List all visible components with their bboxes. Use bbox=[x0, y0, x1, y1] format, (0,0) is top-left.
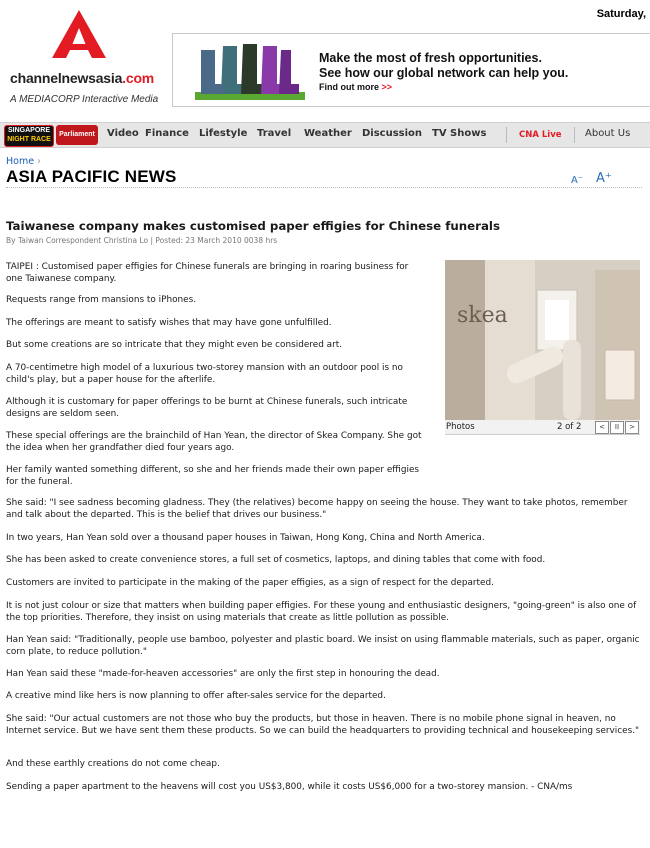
prev-photo-button[interactable]: < bbox=[595, 421, 609, 434]
article-paragraph: Her family wanted something different, so she and her friends made their own paper effigies for the funeral. bbox=[6, 465, 420, 487]
photos-label: Photos bbox=[446, 422, 475, 432]
logo-wordmark: channelnewsasia.com bbox=[10, 70, 155, 86]
nav-item-weather[interactable]: Weather bbox=[304, 128, 352, 139]
breadcrumb-arrow-icon: › bbox=[37, 156, 41, 167]
article-paragraph: And these earthly creations do not come cheap. bbox=[6, 759, 220, 769]
nav-item-cna-live[interactable]: CNA Live bbox=[519, 130, 562, 140]
breadcrumb bbox=[6, 156, 41, 167]
nav-item-finance[interactable]: Finance bbox=[145, 128, 189, 139]
article-paragraph: A 70-centimetre high model of a luxurious two-storey mansion with an outdoor pool is no child's play, but a paper house for the afterlife. bbox=[6, 363, 403, 385]
svg-text:skea: skea bbox=[457, 303, 508, 328]
nav-item-discussion[interactable]: Discussion bbox=[362, 128, 423, 139]
photo-controls bbox=[445, 420, 640, 435]
article-paragraph: She said: "I see sadness becoming gladness. They (the relatives) become happy on seeing the house. They want to take photos, remember and talk about the departed. This is the belief that drives our business." bbox=[6, 498, 628, 520]
article-photo[interactable] bbox=[445, 260, 640, 420]
nav-divider bbox=[506, 127, 507, 143]
article-paragraph: Han Yean said these "made-for-heaven accessories" are only the first step in honouring the dead. bbox=[6, 669, 440, 679]
nav-item-tv-shows[interactable]: TV Shows bbox=[432, 128, 487, 139]
article-paragraph: She has been asked to create convenience stores, a full set of cosmetics, laptops, and dining tables that come with food. bbox=[6, 555, 546, 565]
article-paragraph: She said: "Our actual customers are not those who buy the products, but those in heaven. There is no mobile phone signal in heaven, no Internet service. But we have sent them these products. So we can build the headquarters to providing technical and housekeeping services." bbox=[6, 714, 640, 736]
singapore-night-race-badge[interactable]: SINGAPORE NIGHT RACE bbox=[4, 125, 54, 147]
nav-item-lifestyle[interactable]: Lifestyle bbox=[199, 128, 248, 139]
article-paragraph: Although it is customary for paper offerings to be burnt at Chinese funerals, such intricate designs are seldom seen. bbox=[6, 397, 408, 419]
article-paragraph: Requests range from mansions to iPhones. bbox=[6, 295, 197, 305]
article-paragraph: These special offerings are the brainchild of Han Yean, the director of Skea Company. She got the idea when her grandfather died four years ago. bbox=[6, 431, 422, 453]
section-divider bbox=[6, 187, 642, 188]
logo-tagline: A MEDIACORP Interactive Media bbox=[10, 94, 159, 105]
section-title: ASIA PACIFIC NEWS bbox=[6, 167, 177, 186]
article-paragraph: It is not just colour or size that matters when building paper effigies. For these young and enthusiastic designers, "going-green" is also one of the top priorities. Therefore, they insist on using materials that create as little pollution as possible. bbox=[6, 601, 637, 623]
article-byline: By Taiwan Correspondent Christina Lo | Posted: 23 March 2010 0038 hrs bbox=[6, 236, 278, 245]
rain-boots-image bbox=[195, 40, 305, 100]
ad-headline-1: Make the most of fresh opportunities. bbox=[319, 51, 542, 65]
ad-headline-2: See how our global network can help you. bbox=[319, 66, 569, 80]
article-paragraph: But some creations are so intricate that they might even be considered art. bbox=[6, 340, 343, 350]
decrease-font-button[interactable]: A⁻ bbox=[571, 175, 584, 186]
next-photo-button[interactable]: > bbox=[625, 421, 639, 434]
parliament-badge[interactable]: Parliament bbox=[56, 125, 98, 145]
article-paragraph: In two years, Han Yean sold over a thousand paper houses in Taiwan, Hong Kong, China and North America. bbox=[6, 533, 485, 543]
photo-counter: 2 of 2 bbox=[557, 422, 582, 432]
logo-triangle-icon bbox=[52, 10, 106, 58]
breadcrumb-home-link[interactable]: Home bbox=[6, 156, 35, 167]
article-paragraph: A creative mind like hers is now planning to offer after-sales service for the departed. bbox=[6, 691, 386, 701]
article-paragraph: TAIPEI : Customised paper effigies for Chinese funerals are bringing in roaring business for one Taiwanese company. bbox=[6, 262, 409, 284]
banner-ad[interactable] bbox=[172, 33, 650, 107]
increase-font-button[interactable]: A⁺ bbox=[596, 171, 612, 186]
main-nav bbox=[0, 122, 650, 148]
date-label: Saturday, bbox=[596, 8, 646, 20]
pause-slideshow-button[interactable]: II bbox=[610, 421, 624, 434]
nav-divider bbox=[574, 127, 575, 143]
article-paragraph: The offerings are meant to satisfy wishes that may have gone unfulfilled. bbox=[6, 318, 332, 328]
nav-item-travel[interactable]: Travel bbox=[257, 128, 292, 139]
nav-item-about-us[interactable]: About Us bbox=[585, 128, 631, 139]
article-paragraph: Customers are invited to participate in the making of the paper effigies, as a sign of respect for the departed. bbox=[6, 578, 494, 588]
article-paragraph: Sending a paper apartment to the heavens will cost you US$3,800, while it costs US$6,000 for a two-storey mansion. - CNA/ms bbox=[6, 782, 573, 792]
article-headline: Taiwanese company makes customised paper effigies for Chinese funerals bbox=[6, 219, 500, 233]
article-paragraph: Han Yean said: "Traditionally, people use bamboo, polyester and plastic board. We insist on using flammable materials, such as paper, organic corn plate, to reduce pollution." bbox=[6, 635, 640, 657]
nav-item-video[interactable]: Video bbox=[107, 128, 139, 139]
ad-find-out-more-link[interactable]: Find out more >> bbox=[319, 82, 393, 92]
